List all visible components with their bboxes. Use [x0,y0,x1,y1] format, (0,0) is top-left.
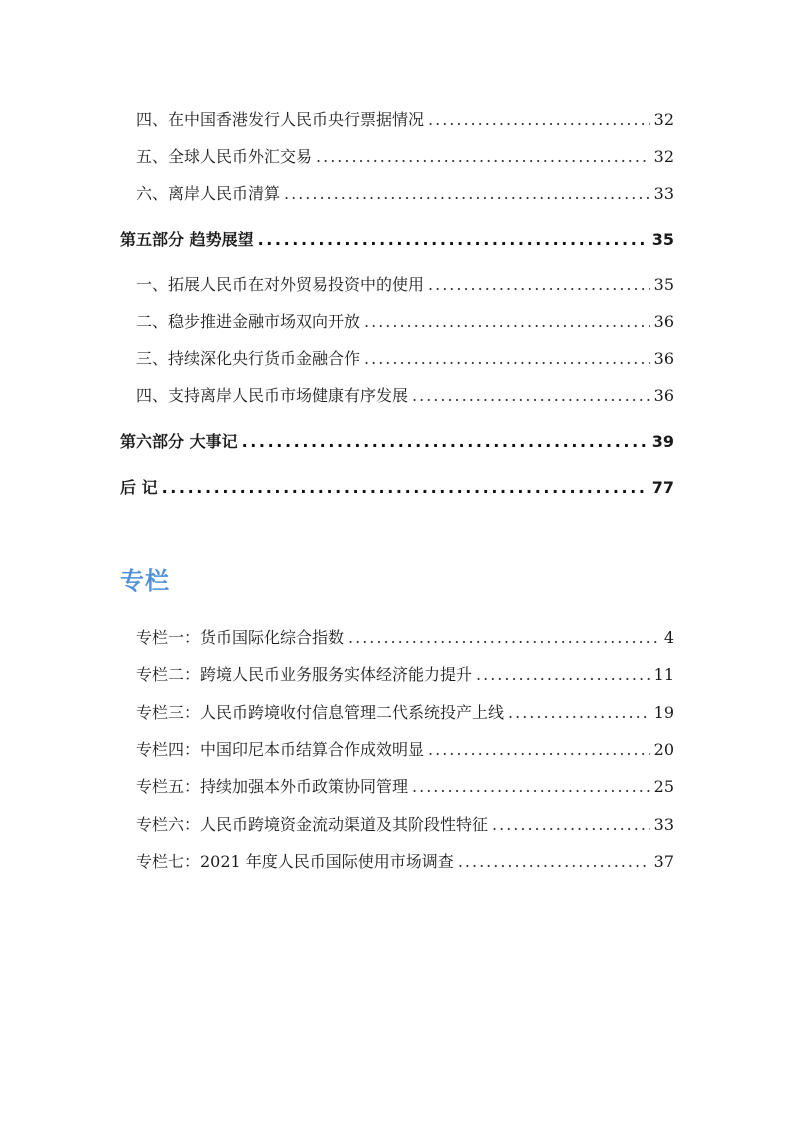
column-entry-title: 专栏一：货币国际化综合指数 [136,628,345,647]
column-entry-title: 专栏二：跨境人民币业务服务实体经济能力提升 [136,665,473,684]
toc-leader-dots [412,386,650,406]
toc-leader-dots [364,312,650,332]
toc-entry-title: 五、全球人民币外汇交易 [136,147,313,166]
column-entry-page: 25 [653,777,674,796]
column-entry-title: 专栏七：2021 年度人民币国际使用市场调查 [136,852,454,871]
column-entry[interactable] [136,628,674,648]
toc-leader-dots [508,703,650,723]
toc-leader-dots [412,777,650,797]
column-entry[interactable] [136,665,674,685]
column-entry-page: 37 [653,852,674,871]
toc-entry-page: 36 [653,312,674,331]
toc-leader-dots [284,184,650,204]
toc-entry-title: 四、在中国香港发行人民币央行票据情况 [136,110,425,129]
column-entry-page: 11 [653,665,674,684]
toc-leader-dots [316,147,650,167]
toc-leader-dots [348,628,660,648]
toc-entry-page: 36 [653,349,674,368]
toc-entry[interactable] [136,349,674,369]
toc-entry[interactable] [136,147,674,167]
column-entry-page: 19 [653,703,674,722]
column-entry-page: 4 [663,628,674,647]
toc-leader-dots [162,478,648,498]
toc-entry-page: 32 [653,110,674,129]
toc-leader-dots [258,230,648,250]
toc-part-page: 39 [651,432,674,451]
toc-entry-title: 六、离岸人民币清算 [136,184,281,203]
column-entry-page: 33 [653,815,674,834]
toc-part-title: 后 记 [120,478,158,497]
column-entry-page: 20 [653,740,674,759]
toc-leader-dots [458,852,650,872]
column-entry-title: 专栏六：人民币跨境资金流动渠道及其阶段性特征 [136,815,489,834]
column-entry-title: 专栏三：人民币跨境收付信息管理二代系统投产上线 [136,703,505,722]
toc-entry-title: 四、支持离岸人民币市场健康有序发展 [136,386,409,405]
toc-part-title: 第六部分 大事记 [120,432,238,451]
toc-leader-dots [492,815,650,835]
toc-part-title: 第五部分 趋势展望 [120,230,254,249]
toc-leader-dots [364,349,650,369]
toc-entry-title: 一、拓展人民币在对外贸易投资中的使用 [136,275,425,294]
toc-part-entry[interactable] [120,478,674,498]
toc-entry-page: 35 [653,275,674,294]
column-entry[interactable] [136,815,674,835]
toc-part-entry[interactable] [120,230,674,250]
toc-entry[interactable] [136,184,674,204]
column-entry[interactable] [136,740,674,760]
toc-entry-page: 32 [653,147,674,166]
toc-entry-title: 二、稳步推进金融市场双向开放 [136,312,361,331]
toc-part-page: 35 [651,230,674,249]
toc-entry-title: 三、持续深化央行货币金融合作 [136,349,361,368]
column-entry-title: 专栏五：持续加强本外币政策协同管理 [136,777,409,796]
toc-entry[interactable] [136,110,674,130]
column-entry[interactable] [136,852,674,872]
toc-entry-page: 33 [653,184,674,203]
toc-entry[interactable] [136,386,674,406]
toc-part-page: 77 [651,478,674,497]
column-entry-title: 专栏四：中国印尼本币结算合作成效明显 [136,740,425,759]
column-entry[interactable] [136,703,674,723]
toc-entry-page: 36 [653,386,674,405]
columns-heading: 专栏 [120,567,170,595]
toc-leader-dots [242,432,648,452]
toc-part-entry[interactable] [120,432,674,452]
toc-leader-dots [428,740,650,760]
toc-entry[interactable] [136,275,674,295]
column-entry[interactable] [136,777,674,797]
toc-leader-dots [428,110,650,130]
toc-leader-dots [428,275,650,295]
toc-entry[interactable] [136,312,674,332]
toc-leader-dots [476,665,650,685]
